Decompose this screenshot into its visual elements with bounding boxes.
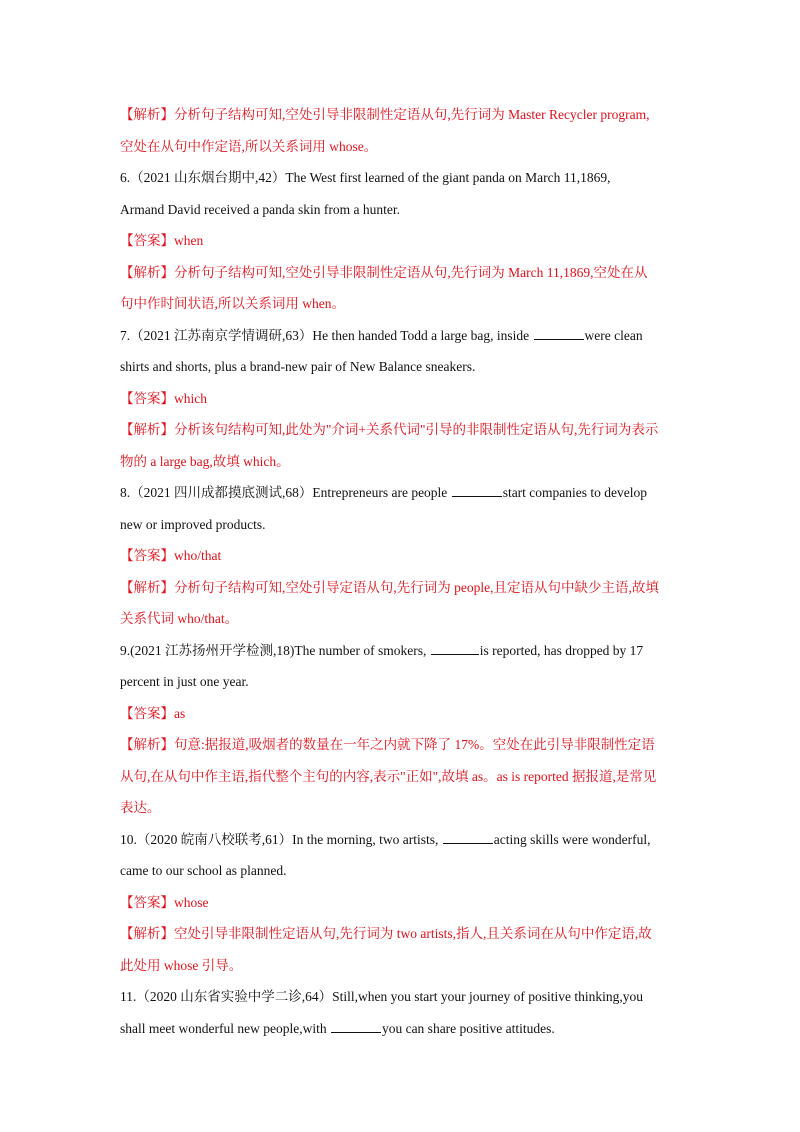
analysis-line: 句中作时间状语,所以关系词用 when。: [120, 296, 345, 311]
question-text: shall meet wonderful new people,with: [120, 1020, 330, 1036]
question-text: 8.（2021 四川成都摸底测试,68）Entrepreneurs are people: [120, 485, 451, 500]
answer-blank: [534, 327, 584, 340]
answer-line: 【答案】when: [120, 233, 204, 248]
question-text: start companies to develop: [502, 485, 648, 500]
question-text: you can share positive attitudes.: [381, 1020, 555, 1036]
analysis-line: 【解析】分析句子结构可知,空处引导定语从句,先行词为 people,且定语从句中缺少主语,故填: [120, 579, 659, 595]
answer-line: 【答案】which: [120, 390, 207, 406]
analysis-line: 从句,在从句中作主语,指代整个主句的内容,表示"正如",故填 as。as is reported 据报道,是常见: [120, 768, 657, 784]
question-text: 9.(2021 江苏扬州开学检测,18)The number of smokers,: [120, 642, 430, 658]
analysis-line: 表达。: [120, 800, 161, 815]
question-line: came to our school as planned.: [120, 863, 287, 878]
question-text: acting skills were wonderful,: [493, 831, 651, 847]
question-line: [120, 824, 686, 856]
question-line: new or improved products.: [120, 516, 266, 532]
answer-line: 【答案】as: [120, 705, 186, 721]
answer-blank: [331, 1020, 381, 1033]
answer-blank: [452, 484, 502, 497]
answer-blank: [443, 831, 493, 844]
question-line: 6.（2021 山东烟台期中,42）The West first learned of the giant panda on March 11,1869,: [120, 170, 611, 185]
question-line: shirts and shorts, plus a brand-new pair of New Balance sneakers.: [120, 359, 476, 374]
analysis-line: 【解析】分析句子结构可知,空处引导非限制性定语从句,先行词为 Master Recycler program,: [120, 107, 650, 122]
question-text: were clean: [584, 327, 643, 343]
question-text: is reported, has dropped by 17: [479, 642, 644, 658]
question-text: 7.（2021 江苏南京学情调研,63）He then handed Todd a large bag, inside: [120, 327, 533, 343]
answer-line: 【答案】whose: [120, 894, 209, 910]
question-line: [120, 477, 686, 509]
question-text: 10.（2020 皖南八校联考,61）In the morning, two artists,: [120, 831, 442, 847]
analysis-line: 物的 a large bag,故填 which。: [120, 453, 290, 469]
question-line: [120, 320, 686, 352]
question-line: Armand David received a panda skin from a hunter.: [120, 201, 401, 217]
question-line: [120, 635, 686, 667]
analysis-line: 【解析】分析句子结构可知,空处引导非限制性定语从句,先行词为 March 11,1869,空处在从: [120, 264, 648, 280]
analysis-line: 【解析】分析该句结构可知,此处为"介词+关系代词"引导的非限制性定语从句,先行词为表示: [120, 422, 659, 437]
answer-blank: [431, 642, 479, 655]
analysis-line: 【解析】空处引导非限制性定语从句,先行词为 two artists,指人,且关系词在从句中作定语,故: [120, 926, 652, 941]
analysis-line: 空处在从句中作定语,所以关系词用 whose。: [120, 138, 378, 154]
analysis-line: 【解析】句意:据报道,吸烟者的数量在一年之内就下降了 17%。空处在此引导非限制性定语: [120, 737, 655, 752]
analysis-line: 此处用 whose 引导。: [120, 957, 243, 973]
question-line: percent in just one year.: [120, 674, 249, 689]
analysis-line: 关系代词 who/that。: [120, 611, 239, 626]
question-line: 11.（2020 山东省实验中学二诊,64）Still,when you start your journey of positive thinking,you: [120, 989, 643, 1004]
answer-line: 【答案】who/that: [120, 548, 222, 563]
document-content: [120, 99, 686, 1044]
question-line: [120, 1013, 686, 1045]
